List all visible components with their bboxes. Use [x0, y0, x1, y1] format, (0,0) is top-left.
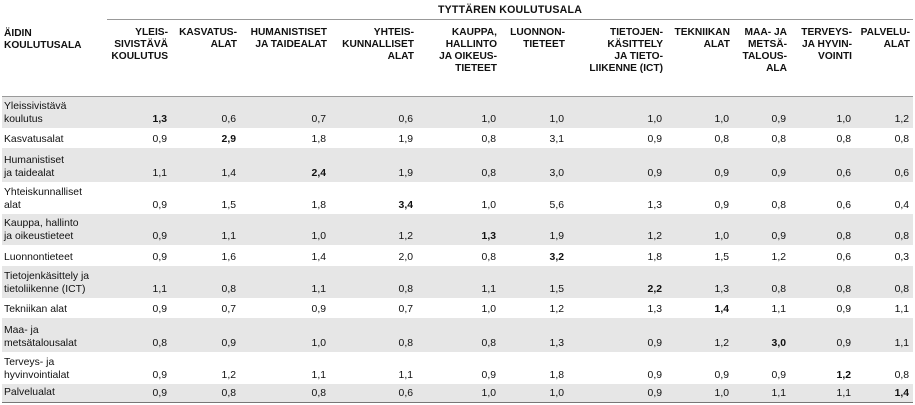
value-cell: 0,9	[152, 370, 167, 381]
row-label	[2, 128, 107, 148]
column-header-line: PALVELU-	[860, 27, 911, 38]
value-cell: 0,8	[855, 214, 913, 245]
value-cell: 0,9	[733, 214, 790, 245]
row-label	[2, 182, 107, 214]
column-header-line: JA OIKEUS-	[439, 51, 497, 62]
value-cell: 0,8	[790, 266, 855, 298]
value-cell: 1,2	[330, 214, 417, 245]
column-header	[171, 20, 240, 97]
row-label-line: Humanistiset	[4, 155, 65, 166]
diagonal-value-cell: 1,2	[836, 370, 851, 381]
value-cell: 0,8	[171, 266, 240, 298]
row-label	[2, 214, 107, 245]
value-cell: 1,2	[221, 370, 236, 381]
value-cell: 0,8	[417, 148, 500, 182]
row-label-line: Maa- ja	[4, 325, 39, 336]
diagonal-value-cell: 1,3	[417, 214, 500, 245]
value-cell: 0,8	[417, 318, 500, 352]
column-header-line: ALAT	[387, 51, 414, 62]
value-cell: 0,8	[481, 252, 496, 263]
row-label-line: ja oikeustieteet	[4, 230, 74, 242]
value-cell: 0,8	[481, 134, 496, 145]
column-header-line: KUNNALLISET	[342, 39, 414, 50]
value-cell: 0,8	[330, 318, 417, 352]
column-header-line: KASVATUS-	[179, 27, 237, 38]
value-cell: 1,0	[790, 96, 855, 128]
value-cell: 0,9	[152, 252, 167, 263]
value-cell: 1,1	[790, 384, 855, 402]
value-cell: 0,9	[152, 134, 167, 145]
column-header-line: SIVISTÄVÄ	[114, 39, 168, 50]
table-row	[2, 245, 913, 266]
column-header-line: METSÄ-	[747, 39, 787, 50]
value-cell: 0,6	[330, 384, 417, 402]
column-header	[417, 20, 500, 97]
value-cell: 1,9	[398, 134, 413, 145]
row-header-line: KOULUTUSALA	[4, 39, 82, 51]
value-cell: 5,6	[549, 200, 564, 211]
value-cell: 1,0	[568, 96, 666, 128]
value-cell: 0,9	[771, 370, 786, 381]
value-cell: 1,1	[855, 318, 913, 352]
diagonal-value-cell: 1,4	[855, 384, 913, 402]
value-cell: 0,7	[240, 96, 330, 128]
column-header	[733, 20, 790, 97]
value-cell: 1,8	[311, 134, 326, 145]
diagonal-value-cell: 3,2	[549, 252, 564, 263]
value-cell: 1,0	[500, 384, 568, 402]
value-cell: 1,1	[417, 266, 500, 298]
value-cell: 0,8	[894, 370, 910, 381]
column-header-line: JA TAIDEALAT	[255, 39, 327, 50]
value-cell: 0,8	[771, 134, 786, 145]
value-cell: 0,6	[330, 96, 417, 128]
column-header	[666, 20, 733, 97]
value-cell: 1,2	[771, 252, 786, 263]
value-cell: 1,0	[240, 318, 330, 352]
value-cell: 1,9	[330, 148, 417, 182]
value-cell: 1,0	[500, 96, 568, 128]
value-cell: 0,9	[568, 148, 666, 182]
value-cell: 0,8	[836, 134, 851, 145]
value-cell: 0,8	[790, 214, 855, 245]
value-cell: 1,5	[714, 252, 729, 263]
value-cell: 0,9	[107, 384, 171, 402]
column-header-line: TERVEYS-	[801, 27, 852, 38]
value-cell: 0,9	[107, 214, 171, 245]
row-label	[2, 384, 107, 402]
value-cell: 1,2	[855, 96, 913, 128]
header-empty-cell	[2, 0, 107, 20]
column-header-line: JA HYVIN-	[801, 39, 852, 50]
column-header-line: KOULUTUS	[111, 51, 168, 62]
value-cell: 1,9	[500, 214, 568, 245]
column-header-line: YHTEIS-	[373, 27, 414, 38]
value-cell: 0,4	[894, 200, 910, 211]
value-cell: 1,1	[107, 266, 171, 298]
value-cell: 0,9	[568, 318, 666, 352]
value-cell: 1,1	[107, 148, 171, 182]
diagonal-value-cell: 3,4	[398, 200, 413, 211]
row-label-line: Palvelualat	[4, 387, 55, 398]
value-cell: 0,9	[171, 318, 240, 352]
row-label-line: hyvinvointialat	[4, 369, 70, 381]
value-cell: 0,9	[152, 304, 167, 315]
diagonal-value-cell: 1,4	[714, 304, 729, 315]
value-cell: 1,4	[311, 252, 326, 263]
value-cell: 1,1	[398, 370, 413, 381]
row-label	[2, 148, 107, 182]
diagonal-value-cell: 2,2	[568, 266, 666, 298]
column-header-line: ALA	[766, 63, 787, 74]
value-cell: 0,9	[481, 370, 496, 381]
value-cell: 1,0	[481, 200, 496, 211]
table-row	[2, 352, 913, 384]
value-cell: 0,7	[221, 304, 236, 315]
diagonal-value-cell: 1,3	[107, 96, 171, 128]
diagonal-value-cell: 3,0	[733, 318, 790, 352]
row-label	[2, 245, 107, 266]
column-header-line: ALAT	[210, 39, 237, 50]
row-label-line: tietoliikenne (ICT)	[4, 283, 86, 295]
value-cell: 0,9	[647, 370, 662, 381]
column-header-row	[2, 20, 913, 97]
value-cell: 1,8	[549, 370, 564, 381]
value-cell: 1,0	[666, 384, 733, 402]
value-cell: 3,1	[549, 134, 564, 145]
row-label-line: Luonnontieteet	[4, 251, 73, 263]
value-cell: 1,5	[500, 266, 568, 298]
value-cell: 0,9	[733, 148, 790, 182]
value-cell: 0,9	[714, 200, 729, 211]
table-row	[2, 384, 913, 402]
value-cell: 1,0	[417, 96, 500, 128]
column-header	[330, 20, 417, 97]
value-cell: 0,8	[894, 134, 910, 145]
row-label-line: Kasvatusalat	[4, 133, 64, 145]
column-header-line: JA TIETO-	[614, 51, 663, 62]
column-header-line: TIETEET	[455, 63, 497, 74]
row-label-line: Yleissivistävä	[4, 101, 67, 112]
column-header-line: HUMANISTISET	[250, 27, 327, 38]
row-label-line: Tekniikan alat	[4, 303, 67, 315]
value-cell: 1,0	[240, 214, 330, 245]
column-header-line: LUONNON-	[510, 27, 565, 38]
value-cell: 1,1	[240, 266, 330, 298]
value-cell: 1,3	[666, 266, 733, 298]
column-header	[790, 20, 855, 97]
column-header-line: LIIKENNE (ICT)	[589, 63, 663, 74]
column-header-line: ALAT	[703, 39, 730, 50]
value-cell: 0,8	[240, 384, 330, 402]
value-cell: 0,9	[568, 384, 666, 402]
column-header-line: KÄSITTELY	[607, 39, 663, 50]
value-cell: 0,9	[733, 96, 790, 128]
table-row	[2, 214, 913, 245]
value-cell: 0,6	[836, 252, 851, 263]
value-cell: 0,8	[107, 318, 171, 352]
value-cell: 0,9	[666, 148, 733, 182]
table-row	[2, 182, 913, 214]
crosstab-table	[2, 0, 913, 403]
row-label	[2, 266, 107, 298]
diagonal-value-cell: 2,4	[240, 148, 330, 182]
value-cell: 1,1	[311, 370, 326, 381]
value-cell: 0,8	[855, 266, 913, 298]
value-cell: 1,1	[771, 304, 786, 315]
row-label	[2, 318, 107, 352]
value-cell: 0,8	[714, 134, 729, 145]
value-cell: 1,1	[171, 214, 240, 245]
column-header	[568, 20, 666, 97]
table-row	[2, 318, 913, 352]
value-cell: 0,8	[330, 266, 417, 298]
value-cell: 1,8	[647, 252, 662, 263]
diagonal-value-cell: 2,9	[221, 134, 236, 145]
table-row	[2, 96, 913, 128]
row-label-line: alat	[4, 199, 21, 211]
table-body	[2, 96, 913, 402]
column-header-line: HALLINTO	[445, 39, 497, 50]
value-cell: 1,4	[171, 148, 240, 182]
value-cell: 1,0	[481, 304, 496, 315]
column-header	[500, 20, 568, 97]
column-header-line: KAUPPA,	[451, 27, 497, 38]
value-cell: 1,0	[417, 384, 500, 402]
value-cell: 0,9	[836, 304, 851, 315]
value-cell: 0,6	[171, 96, 240, 128]
column-header-line: TALOUS-	[742, 51, 787, 62]
value-cell: 1,8	[311, 200, 326, 211]
row-label-line: Tietojenkäsittely ja	[4, 271, 90, 282]
row-label-line: Terveys- ja	[4, 357, 55, 368]
value-cell: 0,3	[894, 252, 910, 263]
column-header-line: TIETEET	[523, 39, 565, 50]
value-cell: 1,1	[733, 384, 790, 402]
row-label	[2, 298, 107, 318]
value-cell: 0,8	[733, 266, 790, 298]
column-header-line: MAA- JA	[744, 27, 787, 38]
value-cell: 0,9	[152, 200, 167, 211]
row-label-line: metsätalousalat	[4, 337, 77, 349]
value-cell: 1,1	[894, 304, 910, 315]
value-cell: 0,8	[171, 384, 240, 402]
value-cell: 1,2	[666, 318, 733, 352]
column-header	[107, 20, 171, 97]
value-cell: 1,6	[221, 252, 236, 263]
value-cell: 1,5	[221, 200, 236, 211]
value-cell: 0,7	[398, 304, 413, 315]
row-label-line: ja taidealat	[4, 167, 55, 179]
value-cell: 0,6	[790, 148, 855, 182]
value-cell: 0,6	[836, 200, 851, 211]
value-cell: 1,3	[647, 200, 662, 211]
value-cell: 1,2	[568, 214, 666, 245]
value-cell: 0,9	[790, 318, 855, 352]
table-row	[2, 148, 913, 182]
row-label-line: koulutus	[4, 113, 43, 125]
value-cell: 1,0	[666, 96, 733, 128]
column-header-line: YLEIS-	[135, 27, 168, 38]
row-header-line: ÄIDIN	[4, 27, 32, 39]
column-header-line: TEKNIIKAN	[674, 27, 730, 38]
value-cell: 1,3	[500, 318, 568, 352]
value-cell: 1,0	[666, 214, 733, 245]
value-cell: 0,9	[311, 304, 326, 315]
value-cell: 1,3	[647, 304, 662, 315]
column-header-line: VOINTI	[818, 51, 852, 62]
column-header-line: ALAT	[883, 39, 911, 50]
column-group-title: TYTTÄREN KOULUTUSALA	[107, 0, 913, 20]
column-header	[240, 20, 330, 97]
table-row	[2, 128, 913, 148]
value-cell: 0,8	[771, 200, 786, 211]
row-label	[2, 352, 107, 384]
table-row	[2, 298, 913, 318]
value-cell: 0,9	[647, 134, 662, 145]
row-label-line: Yhteiskunnalliset	[4, 187, 82, 198]
value-cell: 3,0	[500, 148, 568, 182]
value-cell: 0,9	[714, 370, 729, 381]
table-wrapper	[2, 0, 913, 403]
row-label-line: Kauppa, hallinto	[4, 218, 79, 229]
row-header-title	[2, 20, 107, 97]
column-header	[855, 20, 913, 97]
column-header-line: TIETOJEN-	[609, 27, 663, 38]
value-cell: 2,0	[398, 252, 413, 263]
value-cell: 1,2	[549, 304, 564, 315]
table-row	[2, 266, 913, 298]
value-cell: 0,6	[855, 148, 913, 182]
row-label	[2, 96, 107, 128]
